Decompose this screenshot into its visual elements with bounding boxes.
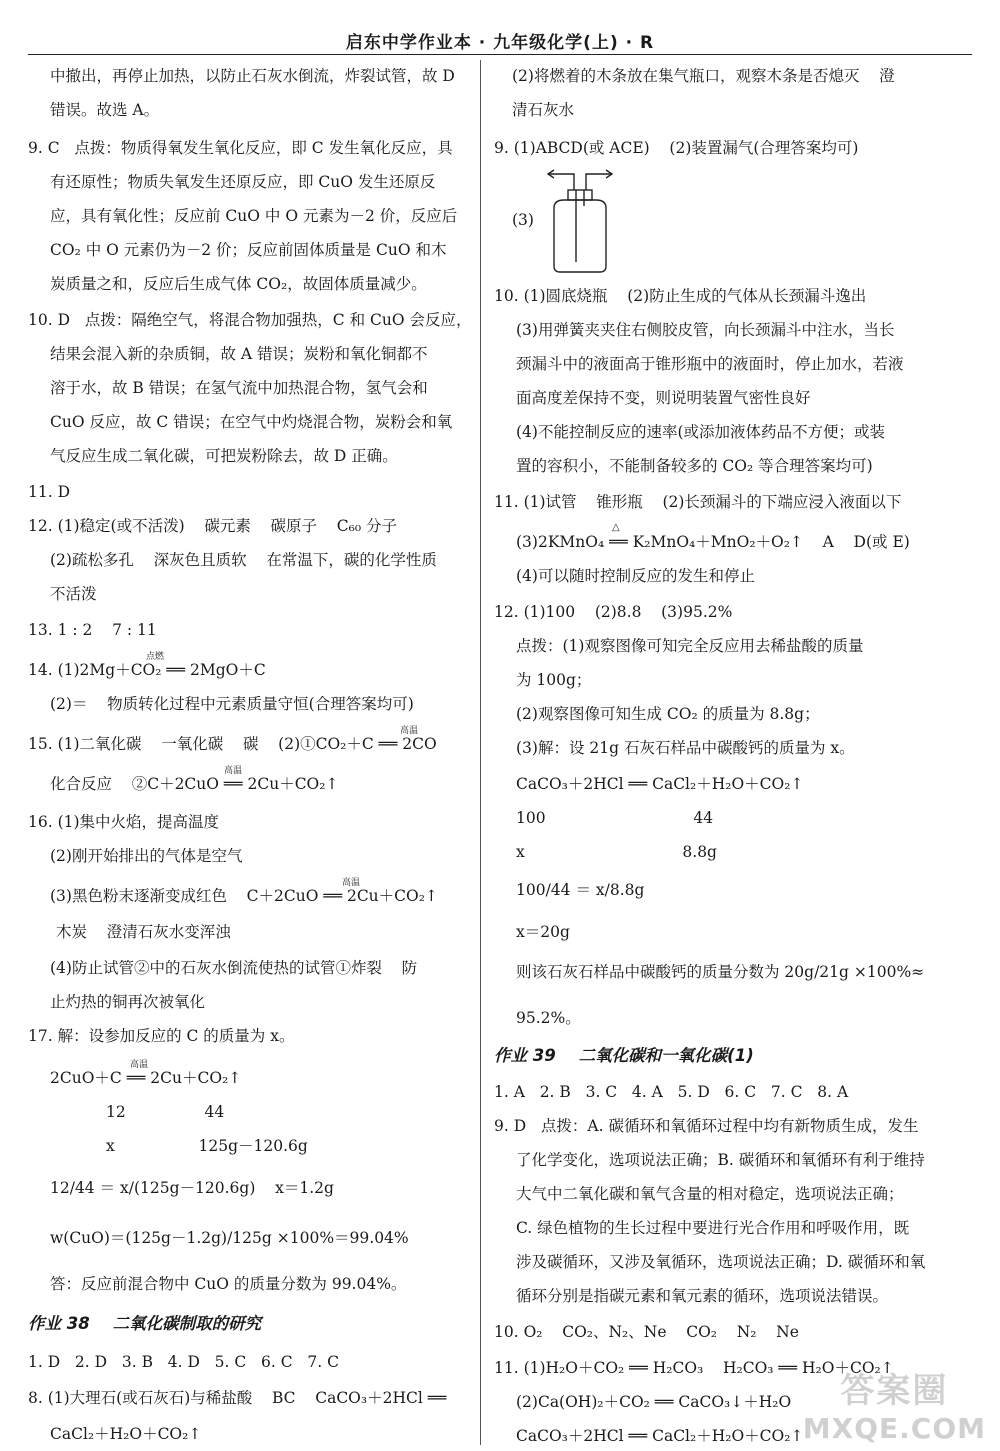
text-line: 止灼热的铜再次被氧化	[50, 993, 206, 1011]
text-line: 涉及碳循环，又涉及氧循环，选项说法正确；D. 碳循环和氧	[516, 1253, 926, 1271]
answer-10: 10. D 点拨：隔绝空气，将混合物加强热，C 和 CuO 会反应，	[28, 311, 472, 329]
text-line: 结果会混入新的杂质铜，故 A 错误；炭粉和氧化铜都不	[50, 345, 428, 363]
calc-line: x 125g－120.6g	[106, 1137, 308, 1155]
text-line: (2)刚开始排出的气体是空气	[50, 847, 243, 865]
text-line: 颈漏斗中的液面高于锥形瓶中的液面时，停止加水，若液	[516, 355, 904, 373]
answer-11: 11. (1)试管 锥形瓶 (2)长颈漏斗的下端应浸入液面以下	[494, 493, 902, 511]
text-line: (3)	[512, 211, 534, 229]
reaction-condition: 高温	[400, 726, 419, 736]
text-line: CO₂ 中 O 元素仍为－2 价；反应前固体质量是 CuO 和木	[50, 241, 447, 259]
answer-15: 15. (1)二氧化碳 一氧化碳 碳 (2)①CO₂＋C ══ 2CO	[28, 735, 437, 753]
text-line: CaCl₂＋H₂O＋CO₂↑	[50, 1425, 202, 1443]
header-title: 启东中学作业本 · 九年级化学(上) · R	[345, 33, 655, 53]
text-line: (3)黑色粉末逐渐变成红色 C＋2CuO ══ 2Cu＋CO₂↑	[50, 887, 438, 905]
answer-10: 10. (1)圆底烧瓶 (2)防止生成的气体从长颈漏斗逸出	[494, 287, 867, 305]
text-line: (2)＝ 物质转化过程中元素质量守恒(合理答案均可)	[50, 695, 414, 713]
answer-8: 8. (1)大理石(或石灰石)与稀盐酸 BC CaCO₃＋2HCl ══	[28, 1389, 447, 1407]
answer-11: 11. (1)H₂O＋CO₂ ══ H₂CO₃ H₂CO₃ ══ H₂O＋CO₂↑	[494, 1359, 894, 1377]
text-line: CaCO₃＋2HCl ══ CaCl₂＋H₂O＋CO₂↑	[516, 1427, 804, 1445]
text-line: 炭质量之和，反应后生成气体 CO₂，故固体质量减少。	[50, 275, 427, 293]
reaction-condition: 高温	[224, 766, 243, 776]
text-line: 不活泼	[50, 585, 97, 603]
text-line: 则该石灰石样品中碳酸钙的质量分数为 20g/21g ×100%≈	[516, 963, 925, 981]
answer-9: 9. D 点拨：A. 碳循环和氧循环过程中均有新物质生成，发生	[494, 1117, 919, 1135]
section-heading-39: 作业 39 二氧化碳和一氧化碳(1)	[494, 1046, 754, 1065]
gas-bottle-diagram	[540, 166, 620, 276]
text-line: 有还原性；物质失氧发生还原反应，即 CuO 发生还原反	[50, 173, 436, 191]
watermark-url: MXQE.COM	[802, 1412, 986, 1445]
calc-line: 100/44 ＝ x/8.8g	[516, 881, 645, 899]
text-line: 置的容积小，不能制备较多的 CO₂ 等合理答案均可)	[516, 457, 873, 475]
answer-1-8: 1. A 2. B 3. C 4. A 5. D 6. C 7. C 8. A	[494, 1083, 849, 1101]
text-line: 面高度差保持不变，则说明装置气密性良好	[516, 389, 811, 407]
answer-11: 11. D	[28, 483, 71, 501]
text-line: 循环分别是指碳元素和氧元素的循环，选项说法错误。	[516, 1287, 889, 1305]
text-line: (2)观察图像可知生成 CO₂ 的质量为 8.8g；	[516, 705, 820, 723]
answer-16: 16. (1)集中火焰，提高温度	[28, 813, 220, 831]
text-line: (3)用弹簧夹夹住右侧胶皮管，向长颈漏斗中注水，当长	[516, 321, 895, 339]
text-line: 应，具有氧化性；反应前 CuO 中 O 元素为－2 价，反应后	[50, 207, 458, 225]
text-line: 中撤出，再停止加热，以防止石灰水倒流，炸裂试管，故 D	[50, 67, 455, 85]
answer-9: 9. C 点拨：物质得氧发生氧化反应，即 C 发生氧化反应，具	[28, 139, 453, 157]
text-line: CuO 反应，故 C 错误；在空气中灼烧混合物，炭粉会和氧	[50, 413, 453, 431]
text-line: 错误。故选 A。	[50, 101, 160, 119]
text-line: 了化学变化，选项说法正确；B. 碳循环和氧循环有利于维持	[516, 1151, 925, 1169]
answer-12: 12. (1)100 (2)8.8 (3)95.2%	[494, 603, 733, 621]
answer-10: 10. O₂ CO₂、N₂、Ne CO₂ N₂ Ne	[494, 1323, 799, 1341]
answer-13: 13. 1 : 2 7 : 11	[28, 621, 157, 639]
text-line: (2)疏松多孔 深灰色且质软 在常温下，碳的化学性质	[50, 551, 437, 569]
text-line: 大气中二氧化碳和氧气含量的相对稳定，选项说法正确；	[516, 1185, 904, 1203]
watermark-logo	[803, 1363, 986, 1445]
reaction-condition: 点燃	[146, 652, 165, 662]
text-line: (4)防止试管②中的石灰水倒流使热的试管①炸裂 防	[50, 959, 418, 977]
text-line: (2)将燃着的木条放在集气瓶口，观察木条是否熄灭 澄	[512, 67, 895, 85]
text-line: (3)2KMnO₄ ══ K₂MnO₄＋MnO₂＋O₂↑ A D(或 E)	[516, 533, 910, 551]
text-line: 溶于水，故 B 错误；在氢气流中加热混合物，氢气会和	[50, 379, 428, 397]
calc-line: x 8.8g	[516, 843, 717, 861]
reaction-condition: 高温	[342, 878, 361, 888]
text-line: 为 100g；	[516, 671, 592, 689]
text-line: C. 绿色植物的生长过程中要进行光合作用和呼吸作用，既	[516, 1219, 910, 1237]
answer-12: 12. (1)稳定(或不活泼) 碳元素 碳原子 C₆₀ 分子	[28, 517, 397, 535]
answer-1-7: 1. D 2. D 3. B 4. D 5. C 6. C 7. C	[28, 1353, 339, 1371]
equation-line: 2CuO＋C ══ 2Cu＋CO₂↑	[50, 1069, 242, 1087]
text-line: (2)Ca(OH)₂＋CO₂ ══ CaCO₃↓＋H₂O	[516, 1393, 792, 1411]
answer-9: 9. (1)ABCD(或 ACE) (2)装置漏气(合理答案均可)	[494, 139, 859, 157]
calc-line: 12 44	[106, 1103, 225, 1121]
calc-line: x＝20g	[516, 923, 570, 941]
watermark-text: 答案圈	[840, 1371, 949, 1411]
text-line: 答：反应前混合物中 CuO 的质量分数为 99.04%。	[50, 1275, 407, 1293]
text-line: 清石灰水	[512, 101, 575, 119]
answer-17: 17. 解：设参加反应的 C 的质量为 x。	[28, 1027, 295, 1045]
calc-line: 12/44 ＝ x/(125g－120.6g) x＝1.2g	[50, 1179, 334, 1197]
text-line: (4)不能控制反应的速率(或添加液体药品不方便；或装	[516, 423, 886, 441]
calc-line: w(CuO)＝(125g－1.2g)/125g ×100%＝99.04%	[50, 1229, 409, 1247]
text-line: 木炭 澄清石灰水变浑浊	[56, 923, 231, 941]
reaction-condition: △	[612, 522, 620, 533]
section-heading-38: 作业 38 二氧化碳制取的研究	[28, 1314, 262, 1333]
equation-line: CaCO₃＋2HCl ══ CaCl₂＋H₂O＋CO₂↑	[516, 775, 804, 793]
page-header	[28, 26, 972, 55]
text-line: (4)可以随时控制反应的发生和停止	[516, 567, 755, 585]
answer-14: 14. (1)2Mg＋CO₂ ══ 2MgO＋C	[28, 661, 266, 679]
column-divider	[480, 60, 481, 1445]
reaction-condition: 高温	[130, 1060, 149, 1070]
text-line: 气反应生成二氧化碳，可把炭粉除去，故 D 正确。	[50, 447, 398, 465]
text-line: (3)解：设 21g 石灰石样品中碳酸钙的质量为 x。	[516, 739, 855, 757]
text-line: 95.2%。	[516, 1009, 581, 1027]
text-line: 点拨：(1)观察图像可知完全反应用去稀盐酸的质量	[516, 637, 864, 655]
text-line: 化合反应 ②C＋2CuO ══ 2Cu＋CO₂↑	[50, 775, 339, 793]
calc-line: 100 44	[516, 809, 714, 827]
